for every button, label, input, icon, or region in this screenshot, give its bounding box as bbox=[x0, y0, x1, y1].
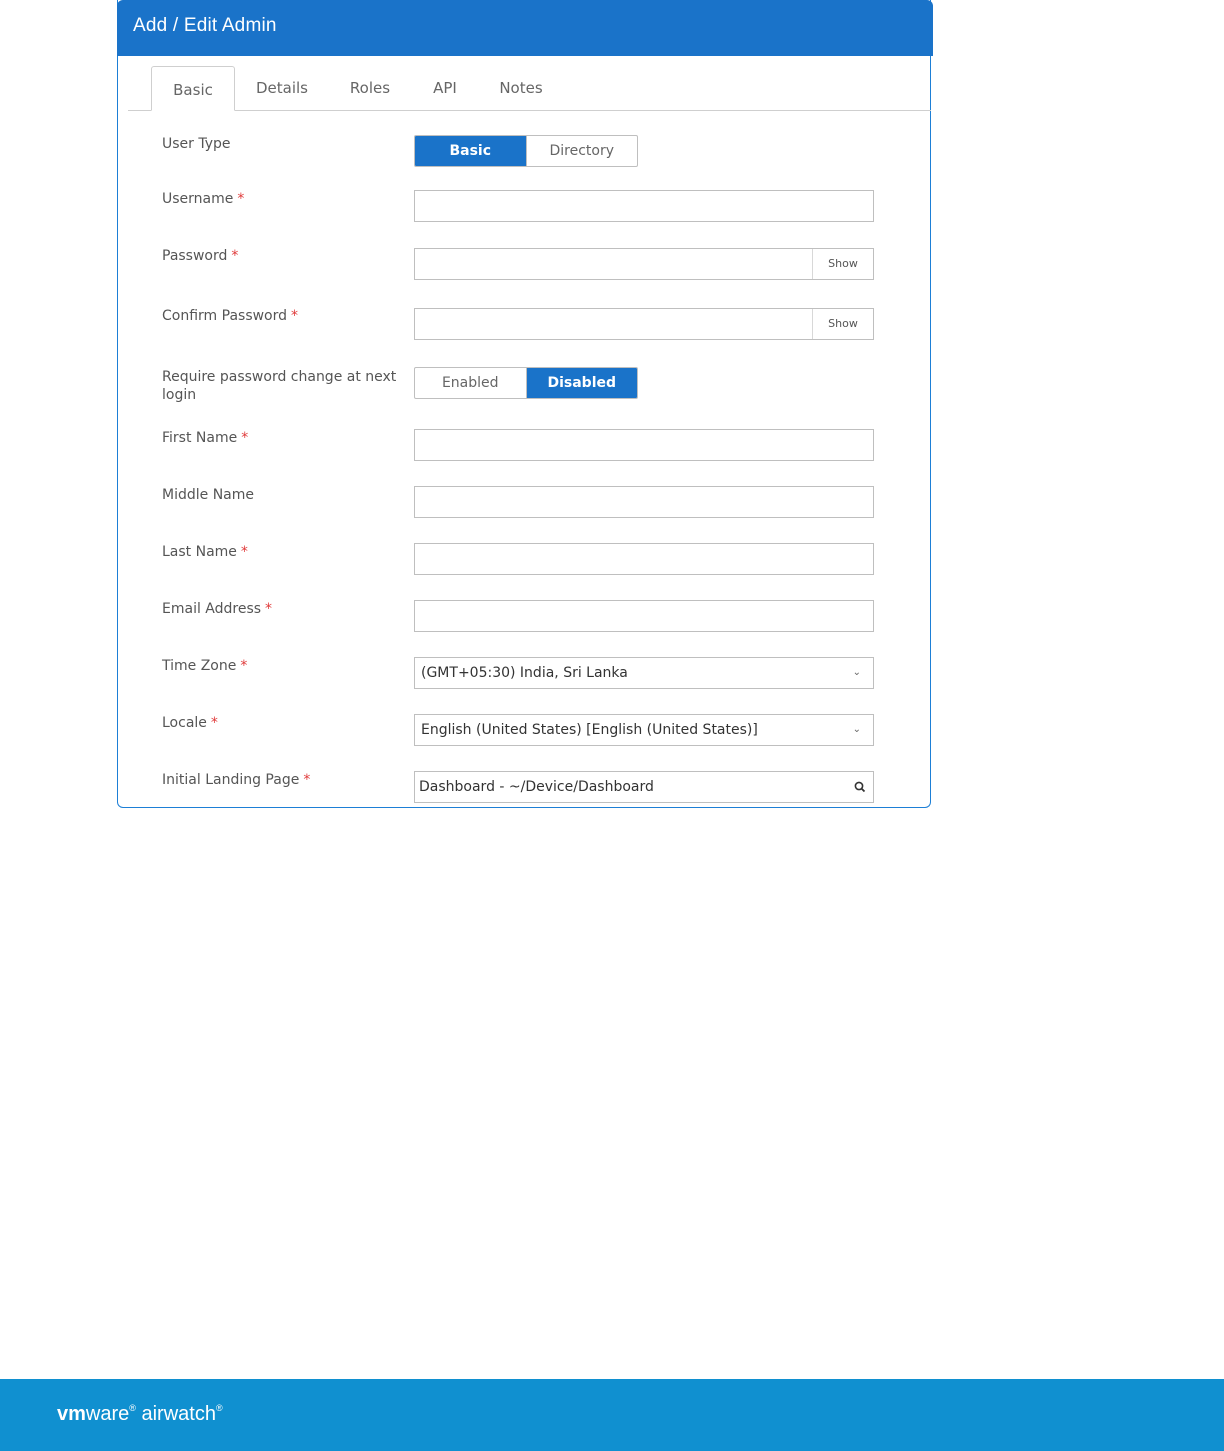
user-type-basic-option[interactable]: Basic bbox=[415, 136, 526, 166]
required-marker: * bbox=[303, 772, 311, 788]
vmware-airwatch-logo: vmware® airwatch® bbox=[57, 1403, 223, 1425]
user-type-directory-option[interactable]: Directory bbox=[526, 136, 638, 166]
landing-page-field[interactable] bbox=[414, 771, 874, 803]
tab-details[interactable]: Details bbox=[255, 79, 308, 97]
locale-value: English (United States) [English (United States)] bbox=[421, 722, 758, 738]
tab-roles[interactable]: Roles bbox=[349, 79, 391, 97]
required-marker: * bbox=[265, 601, 273, 617]
password-field[interactable] bbox=[414, 248, 874, 280]
require-change-enabled-option[interactable]: Enabled bbox=[441, 375, 499, 391]
required-marker: * bbox=[240, 544, 248, 560]
last-name-label: Last Name * bbox=[162, 544, 248, 560]
required-marker: * bbox=[240, 658, 248, 674]
search-icon[interactable] bbox=[853, 780, 867, 794]
first-name-label: First Name * bbox=[162, 430, 249, 446]
confirm-password-field[interactable] bbox=[414, 308, 874, 340]
tab-api[interactable]: API bbox=[433, 79, 457, 97]
require-password-change-label: Require password change at next login bbox=[162, 369, 397, 403]
user-type-label: User Type bbox=[162, 136, 231, 152]
confirm-password-label: Confirm Password * bbox=[162, 308, 299, 324]
tab-bar bbox=[128, 110, 931, 111]
user-type-toggle bbox=[414, 135, 638, 167]
chevron-down-icon: ⌄ bbox=[852, 667, 861, 678]
landing-page-value: Dashboard - ~/Device/Dashboard bbox=[419, 779, 654, 795]
locale-label: Locale * bbox=[162, 715, 218, 731]
middle-name-field[interactable] bbox=[414, 486, 874, 518]
required-marker: * bbox=[231, 248, 239, 264]
locale-select[interactable] bbox=[414, 714, 874, 746]
confirm-password-show-button[interactable]: Show bbox=[812, 309, 873, 339]
password-label: Password * bbox=[162, 248, 239, 264]
dialog-header bbox=[117, 0, 933, 56]
tab-basic[interactable]: Basic bbox=[151, 66, 235, 111]
chevron-down-icon: ⌄ bbox=[852, 724, 861, 735]
footer-bar bbox=[0, 1379, 1224, 1451]
landing-page-label: Initial Landing Page * bbox=[162, 772, 311, 788]
require-password-change-toggle bbox=[414, 367, 638, 399]
middle-name-label: Middle Name bbox=[162, 487, 254, 503]
email-label: Email Address * bbox=[162, 601, 273, 617]
time-zone-label: Time Zone * bbox=[162, 658, 248, 674]
email-field[interactable] bbox=[414, 600, 874, 632]
dialog-title: Add / Edit Admin bbox=[133, 15, 277, 36]
required-marker: * bbox=[291, 308, 299, 324]
require-change-disabled-option[interactable]: Disabled bbox=[526, 368, 638, 398]
time-zone-select[interactable] bbox=[414, 657, 874, 689]
username-label: Username * bbox=[162, 191, 245, 207]
time-zone-value: (GMT+05:30) India, Sri Lanka bbox=[421, 665, 628, 681]
password-show-button[interactable]: Show bbox=[812, 249, 873, 279]
required-marker: * bbox=[237, 191, 245, 207]
last-name-field[interactable] bbox=[414, 543, 874, 575]
tab-notes[interactable]: Notes bbox=[499, 79, 543, 97]
required-marker: * bbox=[241, 430, 249, 446]
username-field[interactable] bbox=[414, 190, 874, 222]
required-marker: * bbox=[210, 715, 218, 731]
first-name-field[interactable] bbox=[414, 429, 874, 461]
